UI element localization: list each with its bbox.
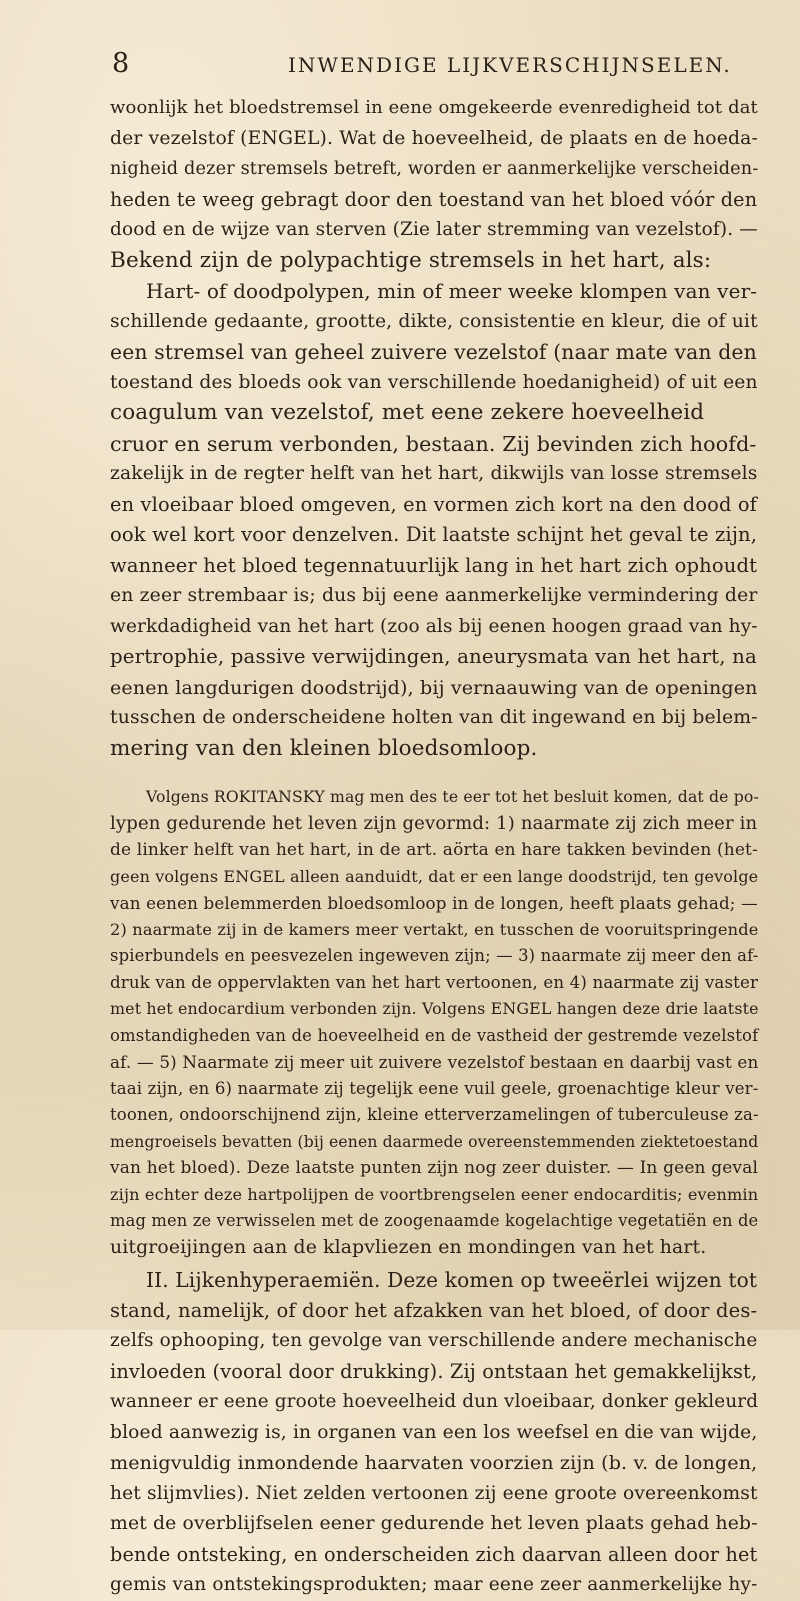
text-line: toonen, ondoorschijnend zijn, kleine etterverzamelingen of tuberculeuse za-	[110, 1105, 759, 1124]
page-number: 8	[112, 48, 130, 79]
text-line: invloeden (vooral door drukking). Zij ontstaan het gemakkelijkst,	[110, 1359, 758, 1383]
text-line: af. — 5) Naarmate zij meer uit zuivere vezelstof bestaan en daarbij vast en	[110, 1052, 759, 1072]
text-line: geen volgens ENGEL alleen aanduidt, dat er een lange doodstrijd, ten gevolge	[110, 866, 759, 886]
text-line: de linker helft van het hart, in de art. aörta en hare takken bevinden (het-	[110, 840, 758, 860]
text-line: pertrophie, passive verwijdingen, aneurysmata van het hart, na	[110, 645, 757, 668]
paragraph-4	[110, 1265, 760, 1601]
text-line: bloed aanwezig is, in organen van een los weefsel en die van wijde,	[110, 1421, 758, 1443]
text-line: stand, namelijk, of door het afzakken van het bloed, of door des-	[110, 1298, 758, 1322]
text-line: gemis van ontstekingsprodukten; maar eene zeer aanmerkelijke hy-	[110, 1574, 758, 1595]
text-line: Hart- of doodpolypen, min of meer weeke klompen van ver-	[146, 279, 758, 303]
text-line: coagulum van vezelstof, met eene zekere hoeveelheid	[110, 400, 705, 425]
text-line: tusschen de onderscheidene holten van dit ingewand en bij belem-	[110, 707, 758, 728]
text-line: werkdadigheid van het hart (zoo als bij eenen hoogen graad van hy-	[110, 615, 758, 637]
text-line: woonlijk het bloedstremsel in eene omgekeerde evenredigheid tot dat	[110, 97, 758, 118]
text-line: ook wel kort voor denzelven. Dit laatste schijnt het geval te zijn,	[110, 523, 758, 546]
text-line: een stremsel van geheel zuivere vezelstof (naar mate van den	[110, 340, 757, 364]
running-head: INWENDIGE LIJKVERSCHIJNSELEN.	[288, 53, 732, 77]
text-line: Bekend zijn de polypachtige stremsels in het hart, als:	[110, 247, 712, 273]
text-line: dood en de wijze van sterven (Zie later stremming van vezelstof). —	[110, 219, 758, 240]
page-header	[112, 44, 752, 84]
text-line: van het bloed). Deze laatste punten zijn nog zeer duister. — In geen geval	[110, 1158, 759, 1178]
body-text	[110, 93, 760, 1601]
text-line: zijn echter deze hartpolijpen de voortbrengselen eener endocarditis; evenmin	[110, 1184, 759, 1204]
text-line: en zeer strembaar is; dus bij eene aanmerkelijke vermindering der	[110, 585, 758, 606]
text-line: cruor en serum verbonden, bestaan. Zij bevinden zich hoofd-	[110, 431, 757, 456]
text-line: zelfs ophooping, ten gevolge van verschillende andere mechanische	[110, 1330, 758, 1351]
text-line: mag men ze verwisselen met de zoogenaamde kogelachtige vegetatiën en de	[110, 1211, 759, 1230]
text-line: Volgens ROKITANSKY mag men des te eer tot het besluit komen, dat de po-	[146, 787, 759, 806]
text-line: II. Lijkenhyperaemiën. Deze komen op tweeërlei wijzen tot	[146, 1268, 758, 1292]
text-line: mering van den kleinen bloedsomloop.	[110, 735, 538, 761]
text-line: taai zijn, en 6) naarmate zij tegelijk eene vuil geele, groenachtige kleur ver-	[110, 1078, 759, 1098]
text-line: bende ontsteking, en onderscheiden zich daarvan alleen door het	[110, 1542, 758, 1566]
text-line: heden te weeg gebragt door den toestand van het bloed vóór den	[110, 187, 758, 211]
text-line: eenen langdurigen doodstrijd), bij vernaauwing van de openingen	[110, 676, 758, 699]
text-line: met de overblijfselen eener gedurende het leven plaats gehad heb-	[110, 1513, 758, 1534]
text-line: en vloeibaar bloed omgeven, en vormen zich kort na den dood of	[110, 492, 757, 516]
text-line: het slijmvlies). Niet zelden vertoonen zij eene groote overeenkomst	[110, 1482, 758, 1504]
paragraph-3-small-print	[110, 784, 760, 1261]
text-line: wanneer het bloed tegennatuurlijk lang in het hart zich ophoudt	[110, 553, 758, 577]
text-line: lypen gedurende het leven zijn gevormd: 1) naarmate zij zich meer in	[110, 812, 758, 834]
text-line: omstandigheden van de hoeveelheid en de vastheid der gestremde vezelstof	[110, 1025, 759, 1045]
paragraph-1	[110, 93, 760, 276]
text-line: nigheid dezer stremsels betreft, worden er aanmerkelijke verscheiden-	[110, 159, 759, 179]
text-line: druk van de oppervlakten van het hart vertoonen, en 4) naarmate zij vaster	[110, 972, 759, 992]
text-line: van eenen belemmerden bloedsomloop in de longen, heeft plaats gehad; —	[110, 893, 758, 913]
text-line: uitgroeijingen aan de klapvliezen en mondingen van het hart.	[110, 1236, 707, 1258]
text-line: schillende gedaante, grootte, dikte, consistentie en kleur, die of uit	[110, 310, 758, 332]
text-line: der vezelstof (ENGEL). Wat de hoeveelheid, de plaats en de hoeda-	[110, 127, 758, 149]
paragraph-2	[110, 276, 760, 764]
text-line: zakelijk in de regter helft van het hart, dikwijls van losse stremsels	[110, 463, 758, 484]
text-line: toestand des bloeds ook van verschillende hoedanigheid) of uit een	[110, 371, 758, 393]
text-line: menigvuldig inmondende haarvaten voorzien zijn (b. v. de longen,	[110, 1451, 758, 1474]
text-line: spierbundels en peesvezelen ingeweven zijn; — 3) naarmate zij meer den af-	[110, 946, 759, 965]
paragraph-spacer	[110, 764, 760, 784]
text-line: wanneer er eene groote hoeveelheid dun vloeibaar, donker gekleurd	[110, 1391, 759, 1412]
text-line: 2) naarmate zij in de kamers meer vertakt, en tusschen de vooruitspringende	[110, 919, 759, 939]
text-line: mengroeisels bevatten (bij eenen daarmede overeenstemmenden ziektetoestand	[110, 1132, 759, 1151]
text-line: met het endocardium verbonden zijn. Volgens ENGEL hangen deze drie laatste	[110, 999, 759, 1018]
